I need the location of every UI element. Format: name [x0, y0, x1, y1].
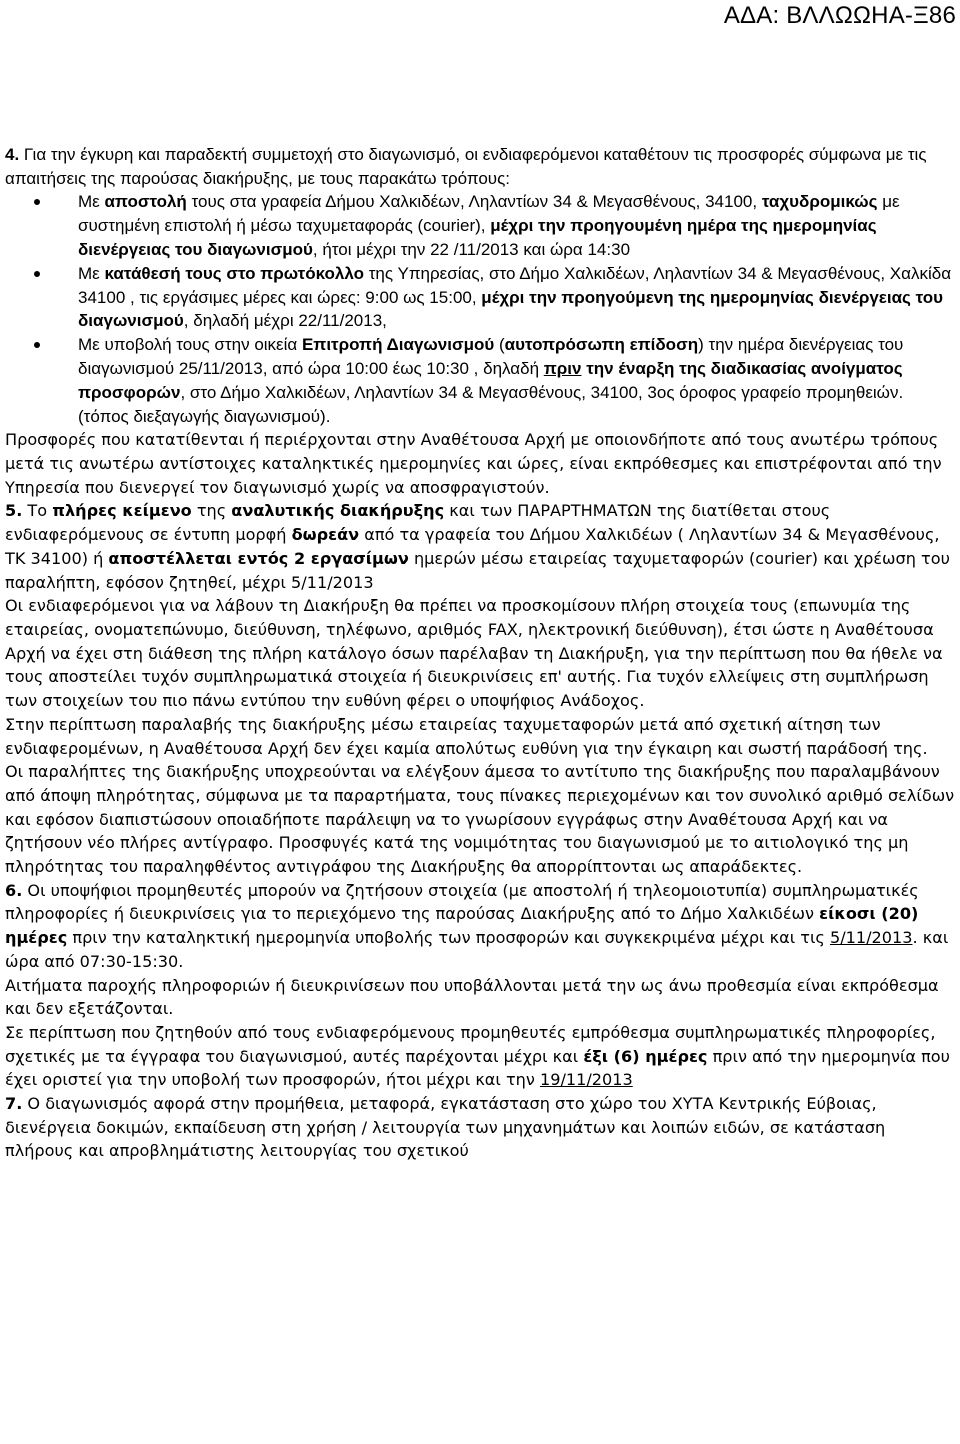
supplementary-info-paragraph: Σε περίπτωση που ζητηθούν από τους ενδιαφερόμενους προμηθευτές εμπρόθεσμα συμπληρωματικές πληροφορίες, σχετικές με τα έγγραφα του διαγωνισμού, αυτές παρέχονται μέχρι και έξι (6) ημέρες πριν από την ημερομηνία που έχει οριστεί για την υποβολή των προσφορών, ήτοι μέχρι και την 19/11/2013	[5, 1022, 950, 1090]
courier-paragraph: Στην περίπτωση παραλαβής της διακήρυξης μέσω εταιρείας ταχυμεταφορών μετά από σχετική αίτηση των ενδιαφερομένων, η Αναθέτουσα Αρχή δεν έχει καμία απολύτως ευθύνη για την έγκαιρη και σωστή παράδοσή της.	[5, 714, 928, 758]
section-7-number: 7.	[5, 1094, 23, 1114]
section-5-number: 5.	[5, 501, 23, 521]
section-7-paragraph: 7. Ο διαγωνισμός αφορά στην προμήθεια, μεταφορά, εγκατάσταση στο χώρο του ΧΥΤΑ Κεντρικής Εύβοιας, διενέργεια δοκιμών, εκπαίδευση στη χρήση / λειτουργία των μηχανημάτων και λοιπών ειδών, σε κατάσταση πλήρους και απροβλημάτιστης λειτουργίας του σχετικού	[5, 1094, 886, 1161]
submission-methods-list	[5, 190, 955, 428]
late-requests-paragraph: Αιτήματα παροχής πληροφοριών ή διευκρινίσεων που υποβάλλονται μετά την ως άνω προθεσμία είναι εκπρόθεσμα και δεν εξετάζονται.	[5, 975, 939, 1019]
section-4	[5, 143, 955, 428]
late-submissions-paragraph: Προσφορές που κατατίθενται ή περιέρχονται στην Αναθέτουσα Αρχή με οποιονδήποτε από τους ανωτέρω τρόπους μετά τις ανωτέρω αντίστοιχες καταληκτικές ημερομηνίες και ώρες, είναι εκπρόθεσμες και επιστρέφονται από την Υπηρεσία που διενεργεί τον διαγωνισμό χωρίς να αποσφραγιστούν.	[5, 430, 942, 497]
contact-details-paragraph: Οι ενδιαφερόμενοι για να λάβουν τη Διακήρυξη θα πρέπει να προσκομίσουν πλήρη στοιχεία τους (επωνυμία της εταιρείας, ονοματεπώνυμο, διεύθυνση, τηλέφωνο, αριθμός FAX, ηλεκτρονική διεύθυνση), έτσι ώστε η Αναθέτουσα Αρχή να έχει στη διάθεση της πλήρη κατάλογο όσων παρέλαβαν τη Διακήρυξη, για την περίπτωση που θα ήθελε να τους αποστείλει τυχόν συμπληρωματικά στοιχεία ή διευκρινίσεις επ' αυτής. Για τυχόν ελλείψεις στη συμπλήρωση των στοιχείων του πιο πάνω εντύπου την ευθύνη φέρει ο υποψήφιος Ανάδοχος.	[5, 596, 943, 711]
ada-header: ΑΔΑ: ΒΛΛΩΩΗΑ-Ξ86	[723, 2, 956, 29]
list-item: Με αποστολή τους στα γραφεία Δήμου Χαλκιδέων, Ληλαντίων 34 & Μεγασθένους, 34100, ταχυδρομικώς με συστημένη επιστολή ή μέσω ταχυμεταφοράς (courier), μέχρι την προηγουμένη ημέρα της ημερομηνίας διενέργειας του διαγωνισμού, ήτοι μέχρι την 22 /11/2013 και ώρα 14:30	[78, 190, 955, 261]
list-item: Με κατάθεσή τους στο πρωτόκολλο της Υπηρεσίας, στο Δήμο Χαλκιδέων, Ληλαντίων 34 & Μεγασθένους, Χαλκίδα 34100 , τις εργάσιμες μέρες και ώρες: 9:00 ως 15:00, μέχρι την προηγούμενη της ημερομηνίας διενέργειας του διαγωνισμού, δηλαδή μέχρι 22/11/2013,	[78, 262, 955, 333]
section-4-intro: 4. Για την έγκυρη και παραδεκτή συμμετοχή στο διαγωνισμό, οι ενδιαφερόμενοι καταθέτουν τις προσφορές σύμφωνα με τις απαιτήσεις της παρούσας διακήρυξης, με τους παρακάτω τρόπους:	[5, 145, 927, 188]
list-item: Με υποβολή τους στην οικεία Επιτροπή Διαγωνισμού (αυτοπρόσωπη επίδοση) την ημέρα διενέργειας του διαγωνισμού 25/11/2013, από ώρα 10:00 έως 10:30 , δηλαδή πριν την έναρξη της διαδικασίας ανοίγματος προσφορών, στο Δήμο Χαλκιδέων, Ληλαντίων 34 & Μεγασθένους, 34100, 3ος όροφος γραφείο προμηθειών. (τόπος διεξαγωγής διαγωνισμού).	[78, 333, 955, 428]
section-5-paragraph: 5. Το πλήρες κείμενο της αναλυτικής διακήρυξης και των ΠΑΡΑΡΤΗΜΑΤΩΝ της διατίθεται στους ενδιαφερόμενους σε έντυπη μορφή δωρεάν από τα γραφεία του Δήμου Χαλκιδέων ( Ληλαντίων 34 & Μεγασθένους, ΤΚ 34100) ή αποστέλλεται εντός 2 εργασίμων ημερών μέσω εταιρείας ταχυμεταφορών (courier) και χρέωση του παραλήπτη, εφόσον ζητηθεί, μέχρι 5/11/2013	[5, 501, 950, 592]
document-body	[5, 143, 955, 1163]
section-6-paragraph: 6. Οι υποψήφιοι προμηθευτές μπορούν να ζητήσουν στοιχεία (με αποστολή ή τηλεομοιοτυπία) συμπληρωματικές πληροφορίες ή διευκρινίσεις για το περιεχόμενο της παρούσας Διακήρυξης από το Δήμο Χαλκιδέων είκοσι (20) ημέρες πριν την καταληκτική ημερομηνία υποβολής των προσφορών και συγκεκριμένα μέχρι και τις 5/11/2013. και ώρα από 07:30-15:30.	[5, 880, 949, 971]
section-4-number: 4.	[5, 145, 20, 164]
section-6-number: 6.	[5, 880, 23, 900]
completeness-paragraph: Οι παραλήπτες της διακήρυξης υποχρεούνται να ελέγξουν άμεσα το αντίτυπο της διακήρυξης που παραλαμβάνουν από άποψη πληρότητας, σύμφωνα με τα παραρτήματα, τους πίνακες περιεχομένων και τον συνολικό αριθμό σελίδων και εφόσον διαπιστώσουν οποιαδήποτε παράλειψη να το γνωρίσουν εγγράφως στην Αναθέτουσα Αρχή και να ζητήσουν νέο πλήρες αντίγραφο. Προσφυγές κατά της νομιμότητας του διαγωνισμού με το αιτιολογικό της μη πληρότητας του παραληφθέντος αντιγράφου της Διακήρυξης θα απορρίπτονται ως απαράδεκτες.	[5, 762, 955, 877]
